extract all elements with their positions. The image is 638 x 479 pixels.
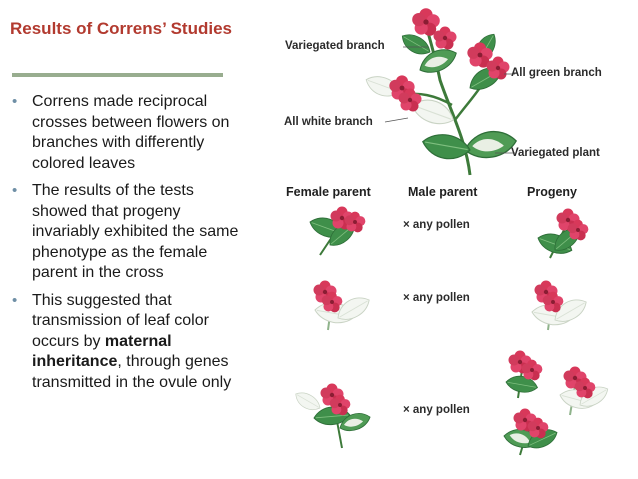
flower-sprig-icon	[558, 367, 611, 416]
title-divider	[12, 73, 223, 77]
flower-sprig-icon	[313, 281, 373, 331]
flower-sprig-icon	[530, 281, 590, 331]
pollen-label: × any pollen	[403, 404, 470, 416]
emphasis-text: maternal inheritance	[32, 332, 172, 370]
flower-sprig-icon	[535, 209, 588, 259]
header-male-parent: Male parent	[408, 185, 478, 199]
label-all-green-branch: All green branch	[511, 67, 602, 79]
bullet-item: • This suggested that transmission of leaf color occurs by maternal inheritance, through genes transmitted in the ovule only	[12, 291, 232, 391]
flower-sprig-icon	[505, 351, 543, 399]
bullet-icon: •	[12, 93, 18, 110]
flower-sprig-icon	[292, 384, 372, 449]
bullet-icon: •	[12, 291, 18, 309]
bullet-item: • The results of the tests showed that progeny invariably exhibited the same phenotype as the female parent in the cross	[12, 182, 239, 281]
flower-sprig-icon	[307, 207, 365, 256]
pollen-label: × any pollen	[403, 219, 470, 231]
header-progeny: Progeny	[527, 185, 578, 199]
flower-sprig-icon	[503, 409, 560, 456]
label-variegated-plant: Variegated plant	[511, 147, 600, 159]
bullet-list	[12, 92, 250, 400]
label-all-white-branch: All white branch	[284, 116, 373, 128]
bullet-item: • Correns made reciprocal crosses between flowers on branches with differently colored leaves	[12, 93, 230, 172]
main-plant	[363, 8, 518, 175]
label-variegated-branch: Variegated branch	[285, 40, 385, 52]
inheritance-figure	[270, 0, 638, 479]
bullet-icon: •	[12, 182, 18, 199]
slide-title: Results of Correns’ Studies	[10, 19, 232, 38]
header-female-parent: Female parent	[286, 185, 371, 199]
pollen-label: × any pollen	[403, 292, 470, 304]
